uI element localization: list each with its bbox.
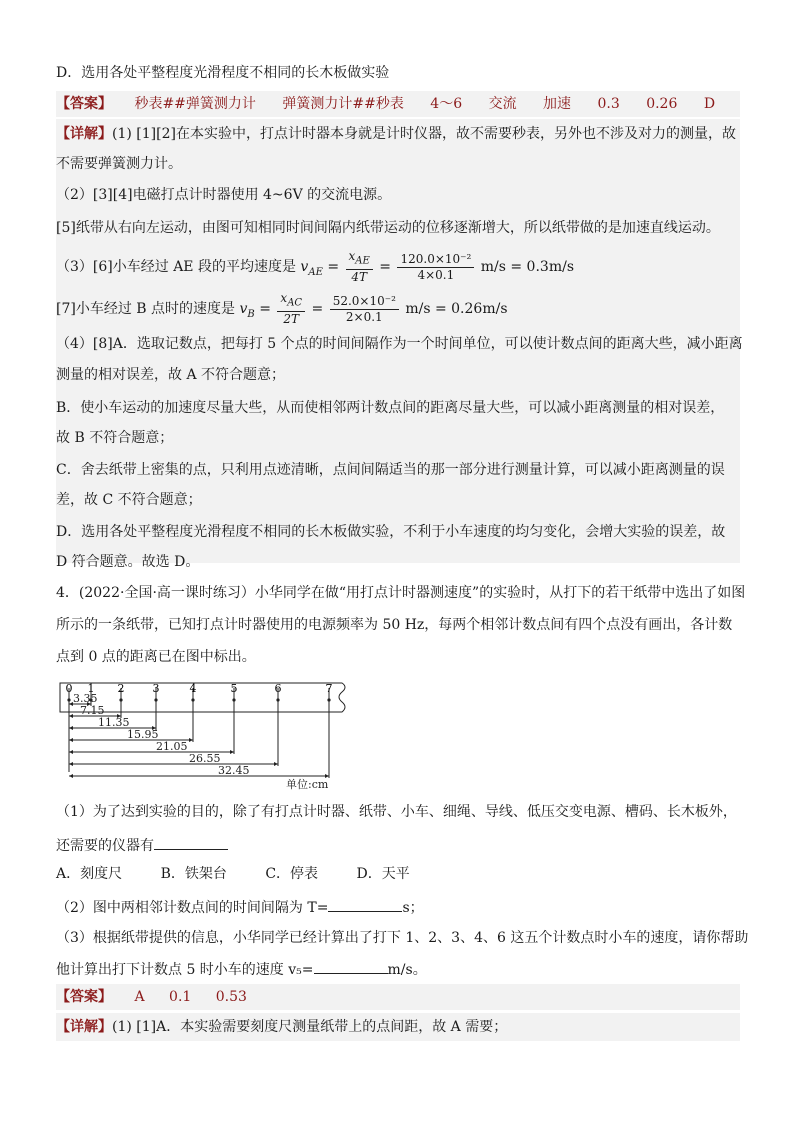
q3-answer-value: 加速 bbox=[543, 96, 572, 112]
q3-answer-value: 4～6 bbox=[430, 96, 463, 112]
distance-label: 26.55 bbox=[189, 752, 221, 765]
q3-answer-label: 【答案】 bbox=[56, 96, 112, 112]
option-a: A．刻度尺 bbox=[56, 866, 123, 882]
point-label: 7 bbox=[325, 682, 333, 695]
q4-answer-label: 【答案】 bbox=[56, 989, 112, 1005]
distance-label: 11.35 bbox=[98, 716, 130, 729]
q4-sub2: （2）图中两相邻计数点间的时间间隔为 T= s； bbox=[56, 896, 424, 918]
point-label: 4 bbox=[189, 682, 197, 695]
fraction: $\frac{x_{AC}}{2T}$ bbox=[277, 291, 305, 326]
distance-label: 15.95 bbox=[127, 728, 159, 741]
q4-answer-row bbox=[56, 987, 247, 1007]
q3-answer-value: D bbox=[703, 96, 716, 112]
q3-answer-row bbox=[56, 94, 715, 114]
point-6-dot bbox=[276, 698, 279, 701]
tape-figure bbox=[56, 678, 356, 794]
q3-detail-line: [5]纸带从右向左运动，由图可知相同时间间隔内纸带运动的位移逐渐增大，所以纸带做的是加速直线运动。 bbox=[56, 220, 720, 236]
q4-sub1: 还需要的仪器有 bbox=[56, 834, 228, 856]
point-label: 3 bbox=[152, 682, 160, 695]
point-2-dot bbox=[119, 698, 122, 701]
q3-detail-line: 不需要弹簧测力计。 bbox=[56, 156, 182, 172]
q3-detail-line: B．使小车运动的加速度尽量大些，从而使相邻两计数点间的距离尽量大些，可以减小距离测量的相对误差， bbox=[56, 400, 725, 416]
q4-answer-value: A bbox=[134, 989, 145, 1005]
q3-detail-line: 测量的相对误差，故 A 不符合题意； bbox=[56, 367, 286, 383]
distance-arrows bbox=[69, 704, 329, 776]
q3-answer-value: 弹簧测力计##秒表 bbox=[282, 96, 404, 112]
q3-detail-line: D 符合题意。故选 D。 bbox=[56, 554, 200, 570]
q4-stem: 点到 0 点的距离已在图中标出。 bbox=[56, 649, 256, 665]
point-label: 1 bbox=[87, 682, 95, 695]
point-label: 2 bbox=[117, 682, 125, 695]
point-label: 6 bbox=[274, 682, 282, 695]
point-5-dot bbox=[232, 698, 235, 701]
q4-sub1: （1）为了达到实验的目的，除了有打点计时器、纸带、小车、细绳、导线、低压交变电源、槽码、长木板外， bbox=[56, 804, 737, 820]
answer-blank[interactable] bbox=[314, 958, 388, 974]
q4-answer-value: 0.1 bbox=[169, 989, 192, 1005]
fraction: $\frac{\text{120.0×10⁻²}}{4\times 0.1}$ bbox=[397, 252, 474, 283]
answer-blank[interactable] bbox=[328, 896, 402, 912]
q3-detail-label: 【详解】 bbox=[56, 126, 112, 142]
q3-detail-line: （2）[3][4]电磁打点计时器使用 4~6V 的交流电源。 bbox=[56, 187, 392, 203]
q4-detail-label: 【详解】 bbox=[56, 1019, 112, 1035]
option-d: D．天平 bbox=[356, 866, 410, 882]
point-7-dot bbox=[327, 698, 330, 701]
distance-label: 21.05 bbox=[156, 740, 188, 753]
fraction: $\frac{\text{52.0×10⁻²}}{2\times 0.1}$ bbox=[330, 294, 399, 325]
q4-detail-line: 【详解】(1) [1]A．本实验需要刻度尺测量纸带上的点间距，故 A 需要； bbox=[56, 1019, 508, 1035]
q3-detail-line: D．选用各处平整程度光滑程度不相同的长木板做实验，不利于小车速度的均匀变化，会增大实验的误差，故 bbox=[56, 524, 726, 540]
point-label: 0 bbox=[65, 682, 73, 695]
q4-stem: 4．(2022·全国·高一课时练习）小华同学在做“用打点计时器测速度”的实验时，从打下的若干纸带中选出了如图 bbox=[56, 585, 746, 601]
q4-sub3: （3）根据纸带提供的信息，小华同学已经计算出了打下 1、2、3、4、6 这五个计数点时小车的速度，请你帮助 bbox=[56, 930, 749, 946]
q3-detail-line: 差，故 C 不符合题意； bbox=[56, 492, 202, 508]
q4-options bbox=[56, 864, 410, 884]
point-3-dot bbox=[154, 698, 157, 701]
q3-detail-line: （4）[8]A．选取记数点，把每打 5 个点的时间间隔作为一个时间单位，可以使计数点间的距离大些，减小距离 bbox=[56, 336, 743, 352]
unit-label: 单位:cm bbox=[286, 778, 329, 790]
q4-answer-value: 0.53 bbox=[215, 989, 247, 1005]
q3-answer-value: 0.26 bbox=[646, 96, 678, 112]
q3-answer-value: 秒表##弹簧测力计 bbox=[134, 96, 256, 112]
fraction: $\frac{x_{AE}}{4T}$ bbox=[346, 249, 373, 284]
option-c: C．停表 bbox=[265, 866, 319, 882]
distance-label: 32.45 bbox=[218, 764, 250, 777]
q4-sub3: 他计算出打下计数点 5 时小车的速度 v₅= m/s。 bbox=[56, 958, 427, 980]
tape-diagram bbox=[56, 678, 356, 790]
option-b: B．铁架台 bbox=[160, 866, 227, 882]
point-0-dot bbox=[67, 698, 70, 701]
q3-formula-line: （3）[6]小车经过 AE 段的平均速度是 $v_{AE}$ = $\frac{x_{AE}}{4T}$ = $\frac{\text{120.0×10⁻²}}{4\times 0.1}$ m/s = 0.3m/s bbox=[56, 249, 574, 284]
answer-blank[interactable] bbox=[154, 834, 228, 850]
q3-answer-value: 0.3 bbox=[597, 96, 620, 112]
distance-label: 7.15 bbox=[80, 704, 105, 717]
q3-answer-value: 交流 bbox=[488, 96, 517, 112]
q3-formula-line: [7]小车经过 B 点时的速度是 $v_B$ = $\frac{x_{AC}}{2T}$ = $\frac{\text{52.0×10⁻²}}{2\times 0.1}$ m/s = 0.26m/s bbox=[56, 291, 508, 326]
distance-label: 3.35 bbox=[73, 692, 98, 705]
q3-detail-line: 故 B 不符合题意； bbox=[56, 430, 174, 446]
point-label: 5 bbox=[230, 682, 238, 695]
point-4-dot bbox=[191, 698, 194, 701]
q3-detail-line: C．舍去纸带上密集的点，只利用点迹清晰，点间间隔适当的那一部分进行测量计算，可以减小距离测量的误 bbox=[56, 462, 725, 478]
q3-option-d: D．选用各处平整程度光滑程度不相同的长木板做实验 bbox=[56, 65, 390, 81]
q3-detail-line: 【详解】(1) [1][2]在本实验中，打点计时器本身就是计时仪器，故不需要秒表，另外也不涉及对力的测量，故 bbox=[56, 126, 736, 142]
q4-stem: 所示的一条纸带，已知打点计时器使用的电源频率为 50 Hz，每两个相邻计数点间有四个点没有画出，各计数 bbox=[56, 617, 733, 633]
